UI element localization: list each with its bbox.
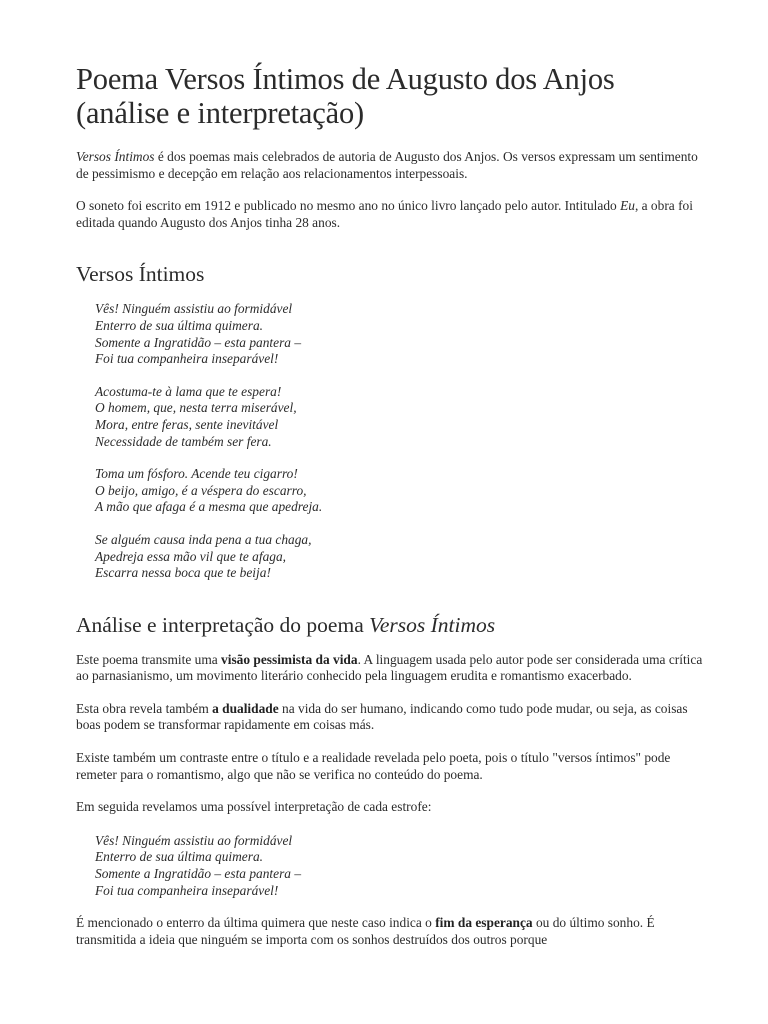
verse: Enterro de sua última quimera. — [95, 849, 263, 865]
stanza-4 — [95, 532, 706, 582]
analysis-paragraph-4: Em seguida revelamos uma possível interpretação de cada estrofe: — [76, 799, 432, 815]
page-title: Poema Versos Íntimos de Augusto dos Anjos (análise e interpretação) — [76, 62, 615, 130]
final-bold: fim da esperança — [435, 915, 533, 931]
book-title: Eu — [620, 198, 635, 214]
intro-italic-title: Versos Íntimos — [76, 149, 155, 164]
intro-text-1: é dos poemas mais celebrados de autoria de Augusto dos Anjos. Os versos expressam um sentimento de pessimismo e decepção em relação aos relacionamentos interpessoais. — [76, 149, 698, 181]
verse: Necessidade de também ser fera. — [95, 433, 272, 449]
poem-heading: Versos Íntimos — [76, 262, 205, 287]
intro-paragraph-1 — [76, 149, 706, 182]
analysis-heading — [76, 612, 706, 638]
stanza-2 — [95, 384, 706, 450]
verse: A mão que afaga é a mesma que apedreja. — [95, 499, 323, 515]
analysis-paragraph-2 — [76, 701, 706, 734]
verse: Apedreja essa mão vil que te afaga, — [95, 548, 287, 564]
analysis-text-2b: na vida do ser humano, indicando como tudo pode mudar, ou seja, as coisas boas podem se transformar rapidamente em coisas más. — [76, 700, 688, 733]
verse: Foi tua companheira inseparável! — [95, 882, 279, 898]
intro-text-2a: O soneto foi escrito em 1912 e publicado no mesmo ano no único livro lançado pelo autor. Intitulado — [76, 198, 621, 214]
verse: Somente a Ingratidão – esta pantera – — [95, 866, 302, 882]
verse: O homem, que, nesta terra miserável, — [95, 400, 297, 416]
verse: O beijo, amigo, é a véspera do escarro, — [95, 482, 307, 498]
final-text-b: ou do último sonho. É transmitida a ideia que ninguém se importa com os sonhos destruídos dos outros porque — [76, 915, 655, 947]
analysis-paragraph-1 — [76, 652, 706, 685]
verse: Toma um fósforo. Acende teu cigarro! — [95, 466, 298, 482]
verse: Vês! Ninguém assistiu ao formidável — [95, 832, 293, 848]
verse: Acostuma-te à lama que te espera! — [95, 383, 282, 399]
stanza-3 — [95, 466, 706, 516]
verse: Somente a Ingratidão – esta pantera – — [95, 334, 302, 350]
analysis-text-2a: Esta obra revela também — [76, 700, 213, 716]
final-paragraph — [76, 915, 706, 948]
final-text-a: É mencionado o enterro da última quimera que neste caso indica o — [76, 915, 436, 931]
stanza-quote — [95, 833, 706, 899]
intro-text-2b: , a obra foi editada quando Augusto dos Anjos tinha 28 anos. — [76, 198, 693, 230]
analysis-text-1a: Este poema transmite uma — [76, 651, 222, 667]
verse: Mora, entre feras, sente inevitável — [95, 416, 279, 432]
verse: Vês! Ninguém assistiu ao formidável — [95, 301, 293, 317]
article — [76, 62, 706, 948]
verse: Se alguém causa inda pena a tua chaga, — [95, 531, 312, 547]
analysis-bold-1: visão pessimista da vida — [221, 651, 358, 667]
verse: Enterro de sua última quimera. — [95, 317, 263, 333]
analysis-heading-italic: Versos Íntimos — [369, 612, 496, 637]
stanza-1 — [95, 301, 706, 367]
analysis-text-1b: . A linguagem usada pelo autor pode ser considerada uma crítica ao parnasianismo, um movimento literário conhecido pela linguagem erudita e romantismo exacerbado. — [76, 651, 703, 684]
poem — [95, 301, 706, 581]
verse: Foi tua companheira inseparável! — [95, 351, 279, 367]
analysis-paragraph-3: Existe também um contraste entre o título e a realidade revelada pelo poeta, pois o título "versos íntimos" pode remeter para o romantismo, algo que não se verifica no conteúdo do poema. — [76, 750, 671, 782]
verse: Escarra nessa boca que te beija! — [95, 565, 271, 581]
intro-paragraph-2 — [76, 198, 706, 231]
quoted-stanza — [95, 833, 706, 899]
analysis-bold-2: a dualidade — [212, 700, 279, 716]
analysis-heading-text: Análise e interpretação do poema — [76, 612, 370, 637]
